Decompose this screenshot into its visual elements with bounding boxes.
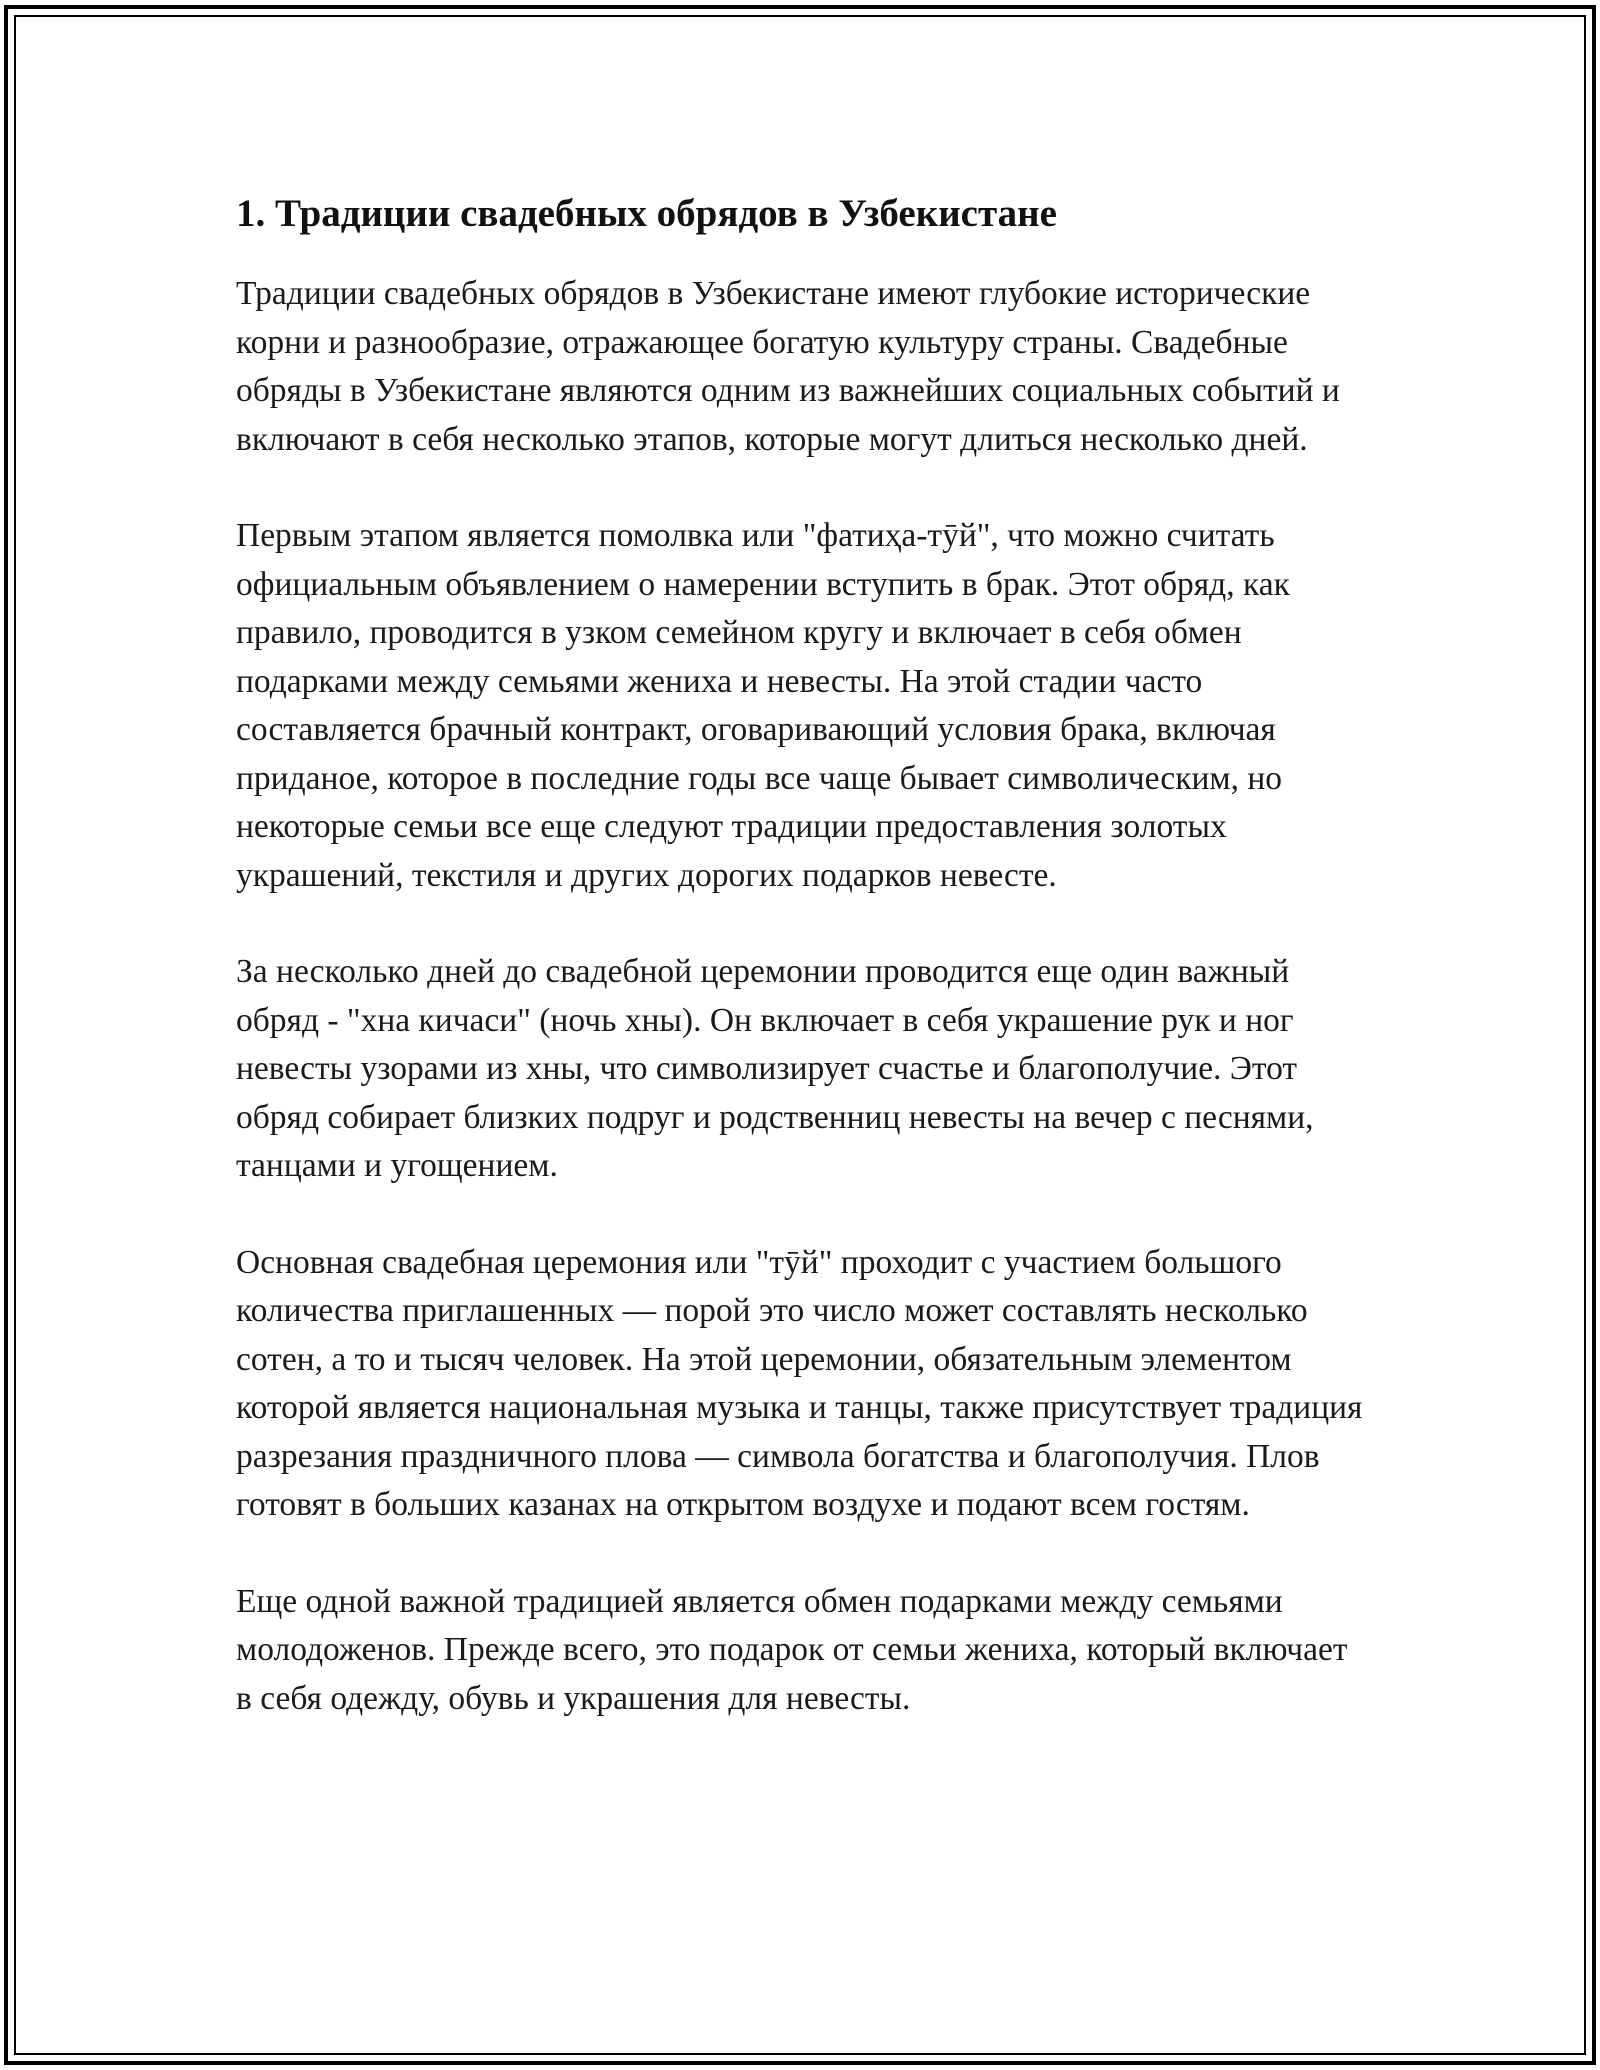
paragraph-engagement: Первым этапом является помолвка или "фатиҳа-тӯй", что можно считать официальным объявлением о намерении вступить в брак. Этот обряд, как правило, проводится в узком семейном кругу и включает в себя обмен подарками между семьями жениха и невесты. На этой стадии часто составляется брачный контракт, оговаривающий условия брака, включая приданое, которое в последние годы все чаще бывает символическим, но некоторые семьи все еще следуют традиции предоставления золотых украшений, текстиля и других дорогих подарков невесте. — [236, 517, 1290, 894]
paragraph-intro: Традиции свадебных обрядов в Узбекистане имеют глубокие исторические корни и разнообразие, отражающее богатую культуру страны. Свадебные обряды в Узбекистане являются одним из важнейших социальных событий и включают в себя несколько этапов, которые могут длиться несколько дней. — [236, 275, 1340, 458]
paragraph-main-ceremony: Основная свадебная церемония или "тӯй" проходит с участием большого количества приглашенных — порой это число может составлять несколько сотен, а то и тысяч человек. На этой церемонии, обязательным элементом которой является национальная музыка и танцы, также присутствует традиция разрезания праздничного плова — символа богатства и благополучия. Плов готовят в больших казанах на открытом воздухе и подают всем гостям. — [236, 1243, 1363, 1523]
paragraph-gift-exchange: Еще одной важной традицией является обмен подарками между семьями молодоженов. Прежде всего, это подарок от семьи жениха, который включает в себя одежду, обувь и украшения для невесты. — [236, 1582, 1348, 1717]
section-heading: 1. Традиции свадебных обрядов в Узбекистане — [236, 192, 1057, 235]
document-body — [236, 188, 1366, 1723]
paragraph-henna-night: За несколько дней до свадебной церемонии проводится еще один важный обряд - "хна кичаси" (ночь хны). Он включает в себя украшение рук и ног невесты узорами из хны, что символизирует счастье и благополучие. Этот обряд собирает близких подруг и родственниц невесты на вечер с песнями, танцами и угощением. — [236, 953, 1314, 1184]
